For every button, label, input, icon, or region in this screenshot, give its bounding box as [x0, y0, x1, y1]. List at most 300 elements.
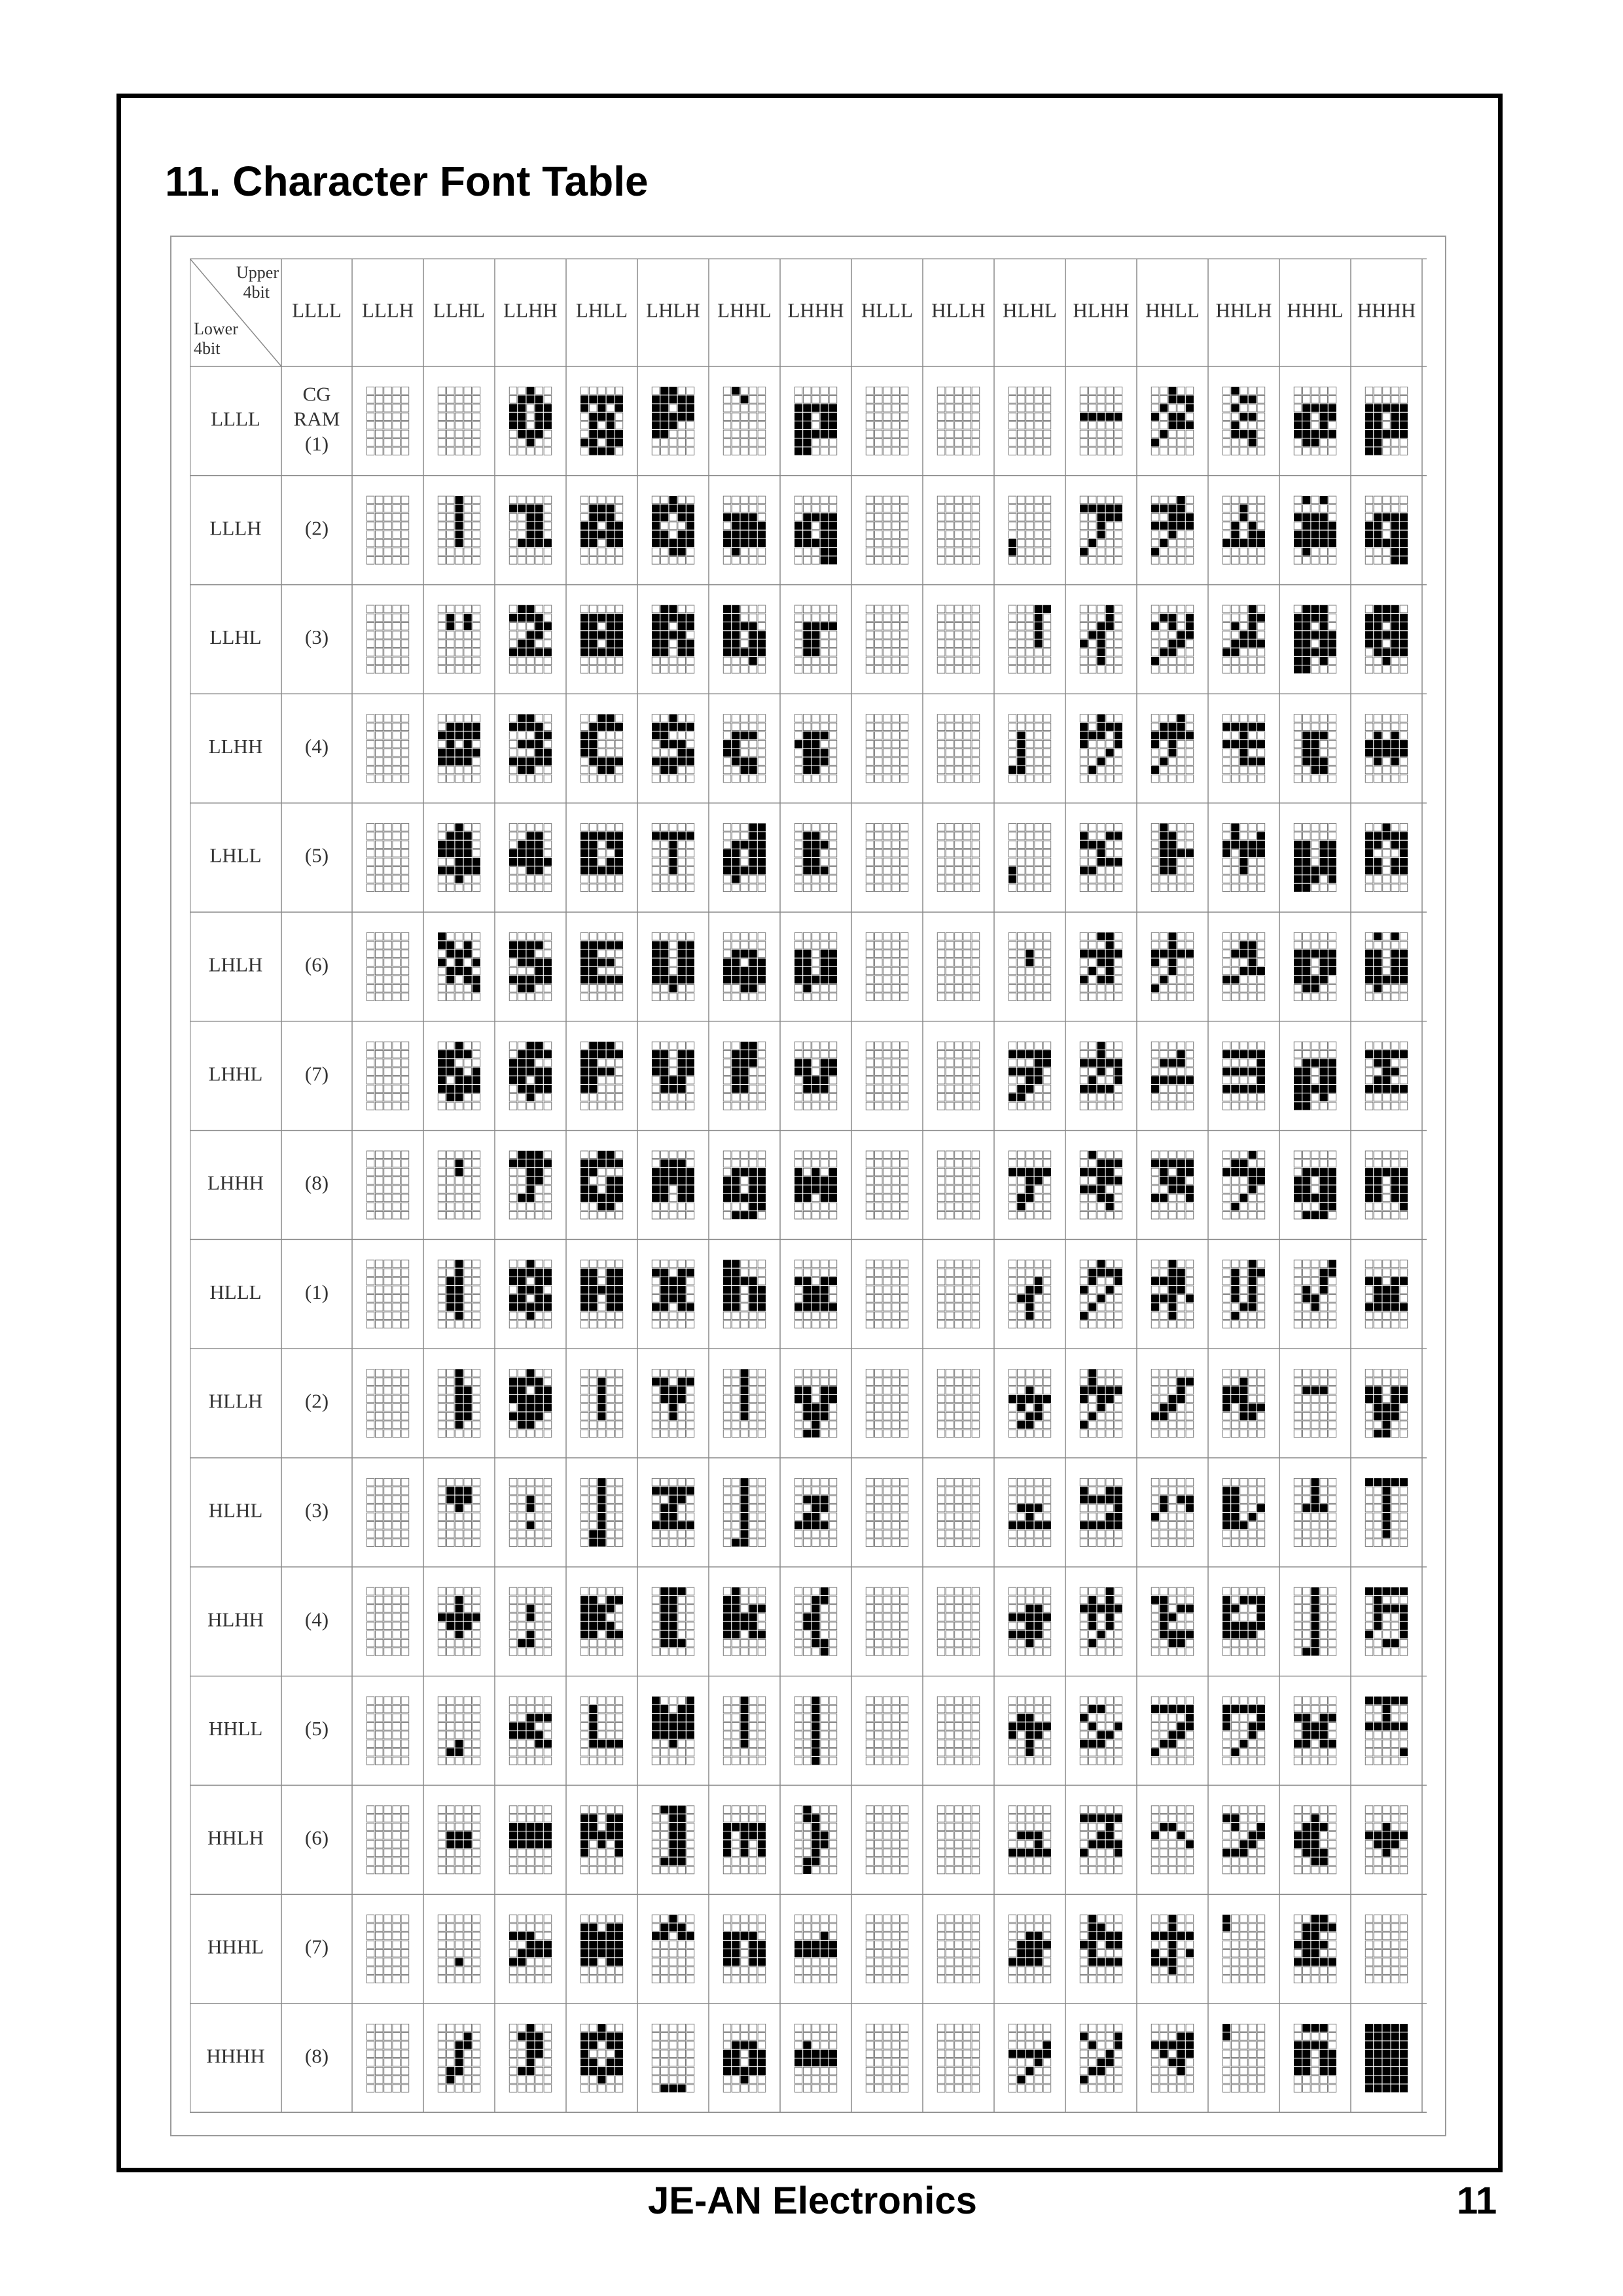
glyph-dot-off [669, 522, 677, 530]
glyph-cell [723, 605, 765, 673]
glyph-dot-off [741, 1648, 749, 1656]
glyph-dot-on [687, 396, 694, 404]
glyph-dot-off [812, 1312, 820, 1320]
glyph-dot-on [455, 1312, 463, 1320]
glyph-cell [366, 1915, 408, 1983]
glyph-dot-off [901, 1103, 908, 1110]
glyph-dot-off [580, 514, 588, 521]
glyph-dot-off [669, 942, 677, 949]
glyph-dot-off [366, 1076, 374, 1084]
glyph-dot-off [376, 396, 383, 404]
glyph-dot-on [732, 858, 740, 866]
glyph-dot-off [669, 1186, 677, 1193]
glyph-dot-off [901, 841, 908, 849]
glyph-dot-on [438, 1068, 446, 1076]
glyph-dot-off [590, 1312, 597, 1320]
glyph-dot-on [804, 648, 812, 656]
glyph-dot-off [393, 1814, 401, 1822]
glyph-dot-off [615, 665, 623, 673]
glyph-dot-on [678, 514, 686, 521]
glyph-dot-on [652, 758, 660, 766]
glyph-dot-on [661, 1286, 669, 1294]
glyph-dot-off [661, 1430, 669, 1438]
glyph-dot-off [393, 514, 401, 521]
glyph-dot-off [615, 1496, 623, 1504]
glyph-dot-off [580, 1151, 588, 1159]
glyph-dot-on [455, 1496, 463, 1504]
glyph-dot-off [794, 1748, 802, 1756]
glyph-dot-on [652, 942, 660, 949]
cgram-label-line: RAM [293, 407, 340, 431]
glyph-dot-off [758, 1915, 766, 1923]
lower-header-lhll: LHLL [209, 843, 262, 867]
glyph-dot-off [732, 421, 740, 429]
glyph-dot-on [821, 1059, 829, 1067]
glyph-dot-off [687, 766, 694, 774]
glyph-dot-off [598, 1958, 606, 1966]
glyph-dot-on [580, 867, 588, 875]
glyph-dot-off [883, 522, 891, 530]
glyph-dot-on [598, 1194, 606, 1202]
glyph-dot-off [590, 1841, 597, 1848]
glyph-dot-off [892, 1050, 900, 1058]
glyph-dot-off [794, 1631, 802, 1638]
glyph-dot-off [509, 1596, 517, 1604]
glyph-dot-on [821, 967, 829, 975]
glyph-dot-off [393, 884, 401, 892]
glyph-dot-on [518, 1295, 526, 1303]
glyph-dot-off [384, 723, 392, 731]
glyph-dot-off [535, 548, 543, 556]
glyph-dot-off [509, 841, 517, 849]
glyph-dot-off [901, 631, 908, 639]
glyph-dot-off [652, 1639, 660, 1647]
glyph-dot-off [875, 875, 883, 883]
glyph-dot-off [384, 832, 392, 840]
glyph-dot-off [401, 1177, 409, 1185]
glyph-dot-off [447, 404, 455, 412]
glyph-cell [580, 1915, 622, 1983]
glyph-dot-off [687, 1513, 694, 1521]
glyph-dot-off [883, 514, 891, 521]
glyph-dot-off [447, 1639, 455, 1647]
glyph-dot-off [804, 387, 812, 395]
glyph-dot-off [401, 1168, 409, 1176]
glyph-dot-off [804, 1648, 812, 1656]
glyph-dot-off [401, 387, 409, 395]
glyph-dot-off [509, 1605, 517, 1613]
glyph-dot-off [607, 1614, 615, 1621]
glyph-dot-on [732, 1050, 740, 1058]
glyph-dot-on [535, 1941, 543, 1949]
glyph-dot-on [607, 614, 615, 622]
glyph-dot-off [875, 1177, 883, 1185]
glyph-dot-on [723, 1958, 731, 1966]
glyph-dot-off [447, 1958, 455, 1966]
glyph-dot-on [821, 413, 829, 421]
glyph-dot-on [678, 1487, 686, 1495]
glyph-dot-off [509, 1587, 517, 1595]
glyph-dot-off [883, 723, 891, 731]
glyph-dot-on [535, 1269, 543, 1277]
glyph-dot-on [741, 1530, 749, 1538]
glyph-dot-on [678, 504, 686, 512]
glyph-dot-off [509, 1714, 517, 1722]
glyph-dot-on [652, 832, 660, 840]
glyph-dot-on [527, 1177, 535, 1185]
glyph-dot-off [821, 1967, 829, 1975]
glyph-dot-off [366, 557, 374, 565]
glyph-dot-on [518, 413, 526, 421]
glyph-dot-off [866, 849, 874, 857]
glyph-dot-on [812, 1631, 820, 1638]
glyph-dot-off [758, 548, 766, 556]
glyph-dot-off [401, 1740, 409, 1748]
glyph-dot-on [615, 439, 623, 447]
glyph-dot-off [804, 1849, 812, 1857]
glyph-dot-off [794, 758, 802, 766]
glyph-dot-off [473, 496, 480, 504]
glyph-dot-on [749, 766, 757, 774]
glyph-dot-off [687, 1430, 694, 1438]
glyph-dot-on [829, 950, 837, 958]
glyph-dot-on [678, 640, 686, 648]
glyph-dot-on [812, 1496, 820, 1504]
glyph-dot-off [376, 1949, 383, 1957]
glyph-dot-off [661, 1103, 669, 1110]
glyph-dot-off [812, 715, 820, 722]
glyph-dot-off [366, 430, 374, 438]
glyph-dot-off [464, 496, 472, 504]
glyph-dot-off [804, 2067, 812, 2075]
glyph-dot-off [535, 1806, 543, 1814]
glyph-dot-on [678, 1050, 686, 1058]
glyph-dot-off [509, 396, 517, 404]
glyph-dot-off [535, 1369, 543, 1377]
glyph-dot-off [804, 1093, 812, 1101]
glyph-dot-off [732, 1639, 740, 1647]
glyph-dot-on [821, 1841, 829, 1848]
glyph-dot-off [401, 1823, 409, 1831]
glyph-dot-off [749, 1413, 757, 1421]
glyph-dot-off [883, 605, 891, 613]
glyph-dot-off [892, 715, 900, 722]
glyph-dot-off [749, 1849, 757, 1857]
glyph-dot-on [615, 1823, 623, 1831]
glyph-dot-off [366, 2085, 374, 2093]
glyph-dot-on [535, 867, 543, 875]
glyph-dot-off [661, 849, 669, 857]
glyph-dot-on [749, 849, 757, 857]
glyph-dot-off [376, 832, 383, 840]
glyph-dot-off [598, 1320, 606, 1328]
glyph-cell [580, 1478, 622, 1546]
glyph-dot-off [535, 715, 543, 722]
glyph-dot-off [883, 1168, 891, 1176]
glyph-dot-off [812, 1924, 820, 1932]
glyph-dot-on [580, 1068, 588, 1076]
glyph-dot-on [804, 867, 812, 875]
glyph-dot-off [804, 1587, 812, 1595]
glyph-dot-on [607, 514, 615, 521]
glyph-dot-off [535, 1421, 543, 1429]
glyph-dot-on [455, 1277, 463, 1285]
glyph-dot-on [661, 1068, 669, 1076]
glyph-dot-off [376, 1059, 383, 1067]
glyph-dot-on [812, 1622, 820, 1630]
glyph-dot-off [535, 2076, 543, 2084]
glyph-dot-off [829, 1748, 837, 1756]
glyph-dot-on [794, 1395, 802, 1403]
glyph-dot-off [366, 1521, 374, 1529]
glyph-dot-off [687, 2041, 694, 2049]
glyph-dot-off [376, 942, 383, 949]
glyph-dot-off [687, 1975, 694, 1983]
glyph-dot-off [661, 1151, 669, 1159]
glyph-dot-off [615, 1430, 623, 1438]
glyph-dot-off [804, 1967, 812, 1975]
glyph-dot-on [518, 1277, 526, 1285]
glyph-dot-off [447, 875, 455, 883]
glyph-dot-off [732, 1478, 740, 1486]
glyph-dot-on [455, 950, 463, 958]
glyph-dot-off [758, 1924, 766, 1932]
glyph-dot-on [669, 1504, 677, 1512]
glyph-cell [509, 1369, 551, 1438]
glyph-dot-off [580, 985, 588, 993]
glyph-dot-on [580, 942, 588, 949]
glyph-dot-on [535, 1050, 543, 1058]
glyph-dot-off [464, 1093, 472, 1101]
glyph-dot-on [535, 1286, 543, 1294]
glyph-dot-off [393, 1967, 401, 1975]
glyph-dot-off [875, 1085, 883, 1093]
glyph-dot-off [509, 539, 517, 547]
glyph-dot-off [401, 1159, 409, 1167]
glyph-dot-on [804, 1622, 812, 1630]
glyph-cell [366, 1478, 408, 1546]
glyph-dot-on [535, 539, 543, 547]
glyph-dot-on [812, 1295, 820, 1303]
glyph-dot-off [447, 1705, 455, 1713]
glyph-dot-off [527, 1320, 535, 1328]
glyph-dot-off [758, 1513, 766, 1521]
glyph-dot-on [535, 942, 543, 949]
glyph-dot-on [652, 1059, 660, 1067]
glyph-dot-off [875, 976, 883, 983]
glyph-dot-off [615, 1521, 623, 1529]
glyph-dot-on [590, 539, 597, 547]
glyph-dot-off [732, 1413, 740, 1421]
glyph-dot-on [527, 715, 535, 722]
glyph-dot-on [590, 1186, 597, 1193]
glyph-dot-off [866, 514, 874, 521]
glyph-dot-off [580, 1587, 588, 1595]
glyph-dot-on [732, 1631, 740, 1638]
glyph-dot-off [723, 1866, 731, 1874]
glyph-dot-off [464, 1975, 472, 1983]
glyph-dot-off [829, 1478, 837, 1486]
glyph-dot-on [812, 1714, 820, 1722]
glyph-dot-off [518, 496, 526, 504]
glyph-dot-on [723, 1941, 731, 1949]
glyph-dot-on [678, 1303, 686, 1311]
glyph-dot-off [464, 1587, 472, 1595]
glyph-dot-on [794, 430, 802, 438]
glyph-dot-off [758, 1596, 766, 1604]
glyph-dot-off [509, 1748, 517, 1756]
glyph-dot-off [678, 439, 686, 447]
glyph-dot-off [758, 1478, 766, 1486]
glyph-dot-off [438, 539, 446, 547]
glyph-dot-on [518, 1050, 526, 1058]
glyph-dot-on [535, 522, 543, 530]
glyph-dot-off [732, 557, 740, 565]
glyph-dot-on [652, 614, 660, 622]
glyph-dot-on [615, 2033, 623, 2041]
glyph-dot-off [821, 2024, 829, 2032]
glyph-dot-off [749, 1757, 757, 1765]
glyph-dot-off [598, 557, 606, 565]
glyph-dot-off [794, 2033, 802, 2041]
glyph-dot-on [749, 1823, 757, 1831]
glyph-dot-on [749, 1168, 757, 1176]
glyph-dot-on [723, 539, 731, 547]
glyph-dot-on [749, 1177, 757, 1185]
glyph-dot-off [723, 824, 731, 832]
glyph-dot-on [804, 858, 812, 866]
glyph-dot-off [687, 2024, 694, 2032]
glyph-dot-off [455, 1849, 463, 1857]
glyph-dot-off [652, 1823, 660, 1831]
glyph-dot-off [901, 1159, 908, 1167]
glyph-dot-off [464, 766, 472, 774]
glyph-dot-off [384, 522, 392, 530]
glyph-dot-off [652, 1395, 660, 1403]
glyph-dot-off [678, 1260, 686, 1268]
glyph-dot-off [438, 2024, 446, 2032]
glyph-dot-off [473, 841, 480, 849]
glyph-dot-off [447, 1103, 455, 1110]
glyph-dot-on [598, 1539, 606, 1547]
glyph-dot-on [732, 1539, 740, 1547]
glyph-dot-on [527, 1639, 535, 1647]
glyph-dot-off [518, 2085, 526, 2093]
glyph-dot-on [527, 1496, 535, 1504]
glyph-dot-off [821, 1260, 829, 1268]
glyph-dot-on [580, 539, 588, 547]
glyph-dot-on [669, 605, 677, 613]
glyph-dot-on [535, 740, 543, 748]
glyph-dot-off [821, 631, 829, 639]
glyph-dot-on [821, 732, 829, 739]
glyph-dot-on [607, 1269, 615, 1277]
glyph-dot-on [464, 1076, 472, 1084]
glyph-dot-off [535, 1539, 543, 1547]
glyph-dot-on [518, 1723, 526, 1731]
glyph-dot-off [366, 1915, 374, 1923]
glyph-dot-off [544, 1378, 552, 1386]
glyph-dot-off [669, 1975, 677, 1983]
glyph-dot-off [527, 1076, 535, 1084]
glyph-dot-off [794, 1622, 802, 1630]
glyph-dot-on [455, 522, 463, 530]
glyph-dot-off [438, 1496, 446, 1504]
glyph-dot-off [366, 1277, 374, 1285]
glyph-dot-off [883, 867, 891, 875]
glyph-dot-off [438, 1941, 446, 1949]
glyph-cell [723, 715, 765, 783]
glyph-dot-off [607, 740, 615, 748]
glyph-dot-on [518, 648, 526, 656]
glyph-dot-off [590, 1404, 597, 1411]
glyph-dot-on [535, 504, 543, 512]
glyph-dot-off [758, 605, 766, 613]
glyph-dot-on [661, 1614, 669, 1621]
glyph-dot-on [732, 1076, 740, 1084]
glyph-dot-off [678, 665, 686, 673]
glyph-dot-off [527, 421, 535, 429]
glyph-dot-off [509, 766, 517, 774]
glyph-dot-off [732, 1731, 740, 1739]
glyph-dot-on [535, 732, 543, 739]
glyph-dot-on [669, 1076, 677, 1084]
glyph-dot-on [804, 749, 812, 757]
glyph-dot-on [652, 1168, 660, 1176]
glyph-dot-off [580, 1806, 588, 1814]
glyph-dot-on [598, 1151, 606, 1159]
glyph-dot-off [812, 1806, 820, 1814]
glyph-dot-off [661, 1915, 669, 1923]
glyph-dot-off [527, 1740, 535, 1748]
glyph-dot-off [535, 1648, 543, 1656]
glyph-dot-on [607, 832, 615, 840]
glyph-dot-on [821, 1194, 829, 1202]
glyph-dot-off [393, 1539, 401, 1547]
glyph-dot-on [749, 1605, 757, 1613]
glyph-dot-on [535, 967, 543, 975]
glyph-dot-off [652, 1093, 660, 1101]
glyph-dot-off [438, 1430, 446, 1438]
glyph-dot-on [678, 1521, 686, 1529]
glyph-dot-on [607, 413, 615, 421]
glyph-dot-off [678, 884, 686, 892]
glyph-dot-on [455, 1404, 463, 1411]
glyph-dot-off [669, 1050, 677, 1058]
glyph-dot-on [687, 1186, 694, 1193]
glyph-dot-off [473, 1303, 480, 1311]
glyph-dot-off [875, 950, 883, 958]
glyph-dot-on [749, 539, 757, 547]
glyph-dot-on [732, 2067, 740, 2075]
glyph-dot-off [687, 2076, 694, 2084]
glyph-cell [866, 387, 908, 455]
glyph-dot-on [812, 758, 820, 766]
glyph-dot-off [749, 1587, 757, 1595]
glyph-dot-off [741, 665, 749, 673]
upper-header-lhlh: LHLH [646, 298, 700, 322]
glyph-dot-off [376, 2076, 383, 2084]
glyph-dot-off [535, 657, 543, 665]
glyph-dot-off [366, 614, 374, 622]
glyph-dot-off [455, 1932, 463, 1940]
glyph-dot-on [455, 1386, 463, 1394]
glyph-dot-on [464, 841, 472, 849]
glyph-dot-on [509, 942, 517, 949]
glyph-dot-off [732, 1757, 740, 1765]
glyph-dot-on [723, 1831, 731, 1839]
glyph-dot-off [464, 539, 472, 547]
